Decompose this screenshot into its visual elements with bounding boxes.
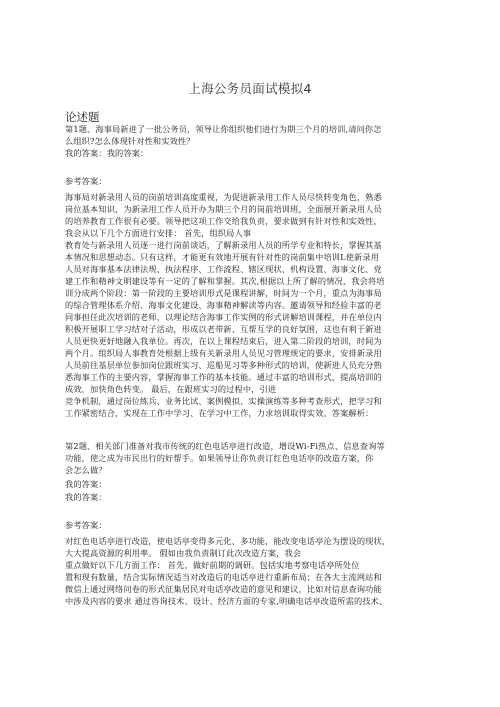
q2-my-answer: 我的答案： [65,492,107,502]
q1-line: 同事担任此次培训的老师，以理论结合海事工作实例的形式讲解培训课程，并在单位内 [65,312,382,322]
q1-line: 么组织?怎么体现针对性和实效性？ [65,136,195,146]
q1-line: 人员前往基层单位参加岗位跟班实习、巡船见习等多种形式的培训，使新进人员充分熟 [65,360,382,370]
q1-line: 两个月。组织局人事教育处根据上级有关新录用人员见习管理规定的要求，安排新录用 [65,348,382,358]
q2-line: 重点做好以下几方面工作： 首先，做好前期的调研。包括实地考察电话亭所处位 [65,560,360,570]
q1-reference-label: 参考答案： [65,176,107,186]
q2-line: 会怎么做？ [65,465,107,475]
q1-line: 积极开展职工学习结对子活动，形成以老带新、互帮互学的良好氛围，这也有利于新进 [65,324,382,334]
q1-line: 第1题、海事局新进了一批公务员，领导让你组织他们进行为期三个月的培训,请问你怎 [65,124,382,134]
q2-line: 第2题、相关部门准备对我市传统的红色电话亭进行改造，增设Wi-Fi热点、信息查询等 [65,441,385,451]
q1-line: 人员更快更好地融入我单位。再次，在以上课程结束后，进入第二阶段的培训，时间为 [65,336,382,346]
q2-reference-label: 参考答案： [65,520,107,530]
document-title: 上海公务员面试模拟4 [188,81,312,96]
q1-line: 竞争机制，通过岗位练兵、业务比试、案例模拟、实操演练等多种考查形式，把学习和 [65,396,382,406]
q2-line: 微信上通过网络问卷的形式征集居民对电话亭改造的意见和建议，比如对信息查询功能 [65,584,382,594]
q1-line: 的培养教育工作很有必要。领导把这项工作交给我负责，要求做到有针对性和实效性， [65,216,382,226]
q2-line: 功能，使之成为市民出行的好帮手。如果领导让你负责订红色电话亭的改造方案，你 [65,453,374,463]
q1-line: 岗位基本知识，为新录用工作人员开办为期三个月的岗前培训班，全面展开新录用人员 [65,204,382,214]
q1-line: 建工作和精神文明建设等有一定的了解和掌握。其次,根据以上所了解的情况，我会将培 [65,276,385,286]
q1-line: 海事局对新录用人员的岗前培训高度重视，为促进新录用工作人员尽快转变角色，熟悉 [65,192,382,202]
q1-line: 悉海事工作的主要内容，掌握海事工作的基本技能。通过丰富的培训形式，提高培训的 [65,372,382,382]
q2-line: 大大提高资源的利用率。 假如由我负责制订此次改造方案，我会 [65,548,302,558]
q1-line: 我会从以下几个方面进行安排： 首先，组织局人事 [65,228,252,238]
q1-line: 工作紧密结合，实现在工作中学习、在学习中工作，力求培训取得实效。答案解析： [65,408,374,418]
q1-line: 成效，加快角色转变。 最后，在跟班实习的过程中，引进 [65,384,277,394]
q1-line: 本情况和思想动态。只有这样，才能更有效地开展有针对性的岗前集中培训L使新录用 [65,252,380,262]
section-title: 论述题 [65,110,100,124]
q2-my-answer: 我的答案： [65,479,107,489]
q2-line: 对红色电话亭进行改造，使电话亭变得多元化、多功能，能改变电话亭沦为摆设的现状， [65,536,391,546]
q1-my-answer: 我的答案：我的答案： [65,148,149,158]
q2-line: 中涉及内容的要求 通过咨询技术、设计、经济方面的专家,明确电话亭改造所需的技术、 [65,596,388,606]
q1-line: 训分成两个阶段：第一阶段的主要培训形式是课程讲解，时间为一个月，重点为海事局 [65,288,382,298]
q1-line: 教育处与新录用人员逐一进行岗前谈话，了解新录用人员的所学专业和特长，掌握其基 [65,240,382,250]
q1-line: 人员对海事基本法律法规、执法程序、工作流程、辖区现状、机构设置、海事文化、党 [65,264,382,274]
q2-line: 置和现有数量，结合实际情况适当对改造后的电话亭进行重新布局；在各大主流网站和 [65,572,382,582]
q1-line: 的综合管理体系介绍、海事文化建设、海事精神解读等内容。邀请领导和经验丰富的老 [65,300,382,310]
